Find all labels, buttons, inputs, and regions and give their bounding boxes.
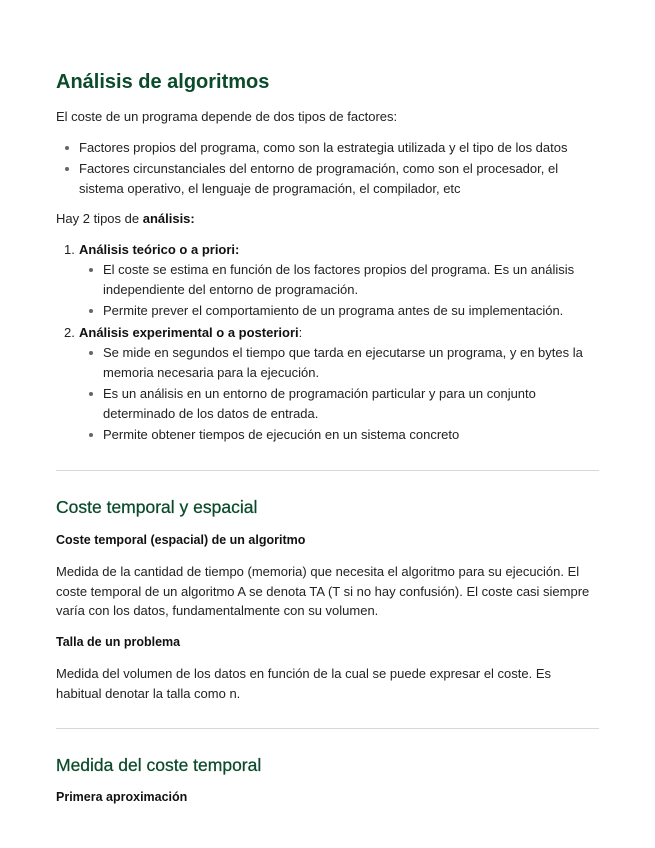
list-item: Permite prever el comportamiento de un programa antes de su implementación. xyxy=(103,301,599,321)
intro-paragraph: El coste de un programa depende de dos tipos de factores: xyxy=(56,109,398,124)
types-intro-paragraph xyxy=(56,209,599,229)
definition-label: Coste temporal (espacial) de un algoritmo xyxy=(56,532,306,547)
list-item: Factores circunstanciales del entorno de programación, como son el procesador, el sistema operativo, el lenguaje de programación, el compilador, etc xyxy=(79,159,599,198)
section-title-analisis: Análisis de algoritmos xyxy=(56,71,270,93)
factors-list xyxy=(56,138,599,199)
analysis-type-suffix: : xyxy=(298,324,303,340)
definition-text: Medida de la cantidad de tiempo (memoria) que necesita el algoritmo para su ejecución. El coste temporal de un algoritmo A se denota TA (T si no hay confusión). El coste casi siempre varía con los datos, fundamentalmente con su volumen. xyxy=(56,564,590,618)
section-title-coste: Coste temporal y espacial xyxy=(56,496,258,517)
list-item: Factores propios del programa, como son la estrategia utilizada y el tipo de los datos xyxy=(79,138,599,158)
subsection-label: Primera aproximación xyxy=(56,790,188,804)
section-title-medida: Medida del coste temporal xyxy=(56,755,262,775)
list-item: Se mide en segundos el tiempo que tarda en ejecutarse un programa, y en bytes la memoria necesaria para la ejecución. xyxy=(103,343,599,382)
definition-text: Medida del volumen de los datos en función de la cual se puede expresar el coste. Es habitual denotar la talla como n. xyxy=(56,666,552,701)
list-number: 1. xyxy=(64,241,75,257)
section-divider xyxy=(56,728,599,729)
list-number: 2. xyxy=(64,324,75,340)
list-item xyxy=(64,323,599,445)
types-intro-text: Hay 2 tipos de xyxy=(56,211,143,226)
list-item: El coste se estima en función de los factores propios del programa. Es un análisis independiente del entorno de programación. xyxy=(103,260,599,299)
analysis-points-list xyxy=(79,260,599,321)
analysis-types-list xyxy=(56,240,599,445)
analysis-points-list xyxy=(79,343,599,445)
definition-label: Talla de un problema xyxy=(56,634,181,649)
section-divider xyxy=(56,470,599,471)
list-item: Permite obtener tiempos de ejecución en un sistema concreto xyxy=(103,425,599,445)
types-intro-bold: análisis: xyxy=(142,211,195,226)
list-item xyxy=(64,240,599,321)
list-item: Es un análisis en un entorno de programación particular y para un conjunto determinado de los datos de entrada. xyxy=(103,384,599,423)
analysis-type-title: Análisis experimental o a posteriori xyxy=(79,324,299,340)
analysis-type-title: Análisis teórico o a priori: xyxy=(79,241,240,257)
